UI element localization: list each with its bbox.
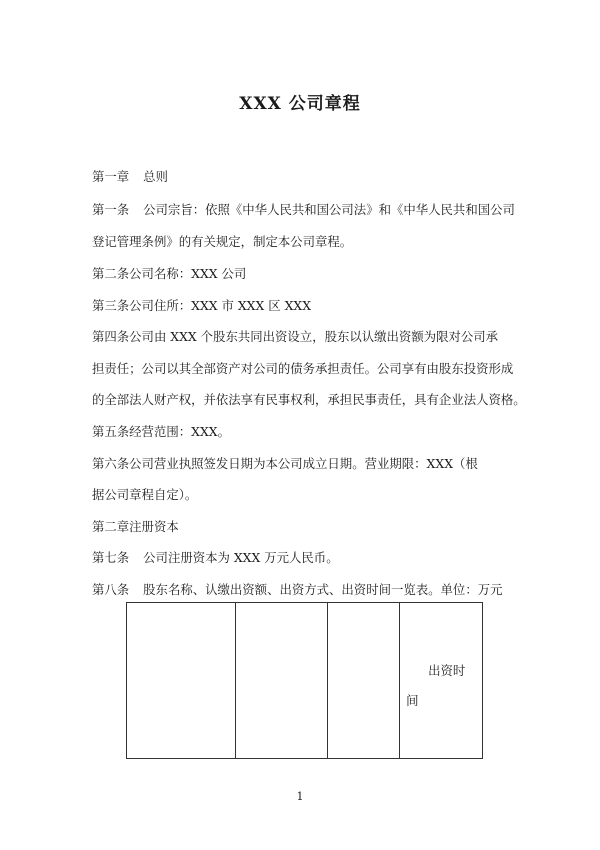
document-title: XXX 公司章程 [239, 94, 361, 114]
article-4-line-1: 第四条公司由 XXX 个股东共同出资设立，股东以认缴出资额为限对公司承 [92, 329, 499, 344]
chapter-1-heading [92, 170, 168, 184]
article-1-line-1 [92, 203, 515, 217]
table-cell-time-text-2: 间 [406, 693, 419, 708]
article-1-label: 第一条 [92, 202, 130, 217]
article-7 [92, 551, 339, 565]
article-3: 第三条公司住所：XXX 市 XXX 区 XXX [92, 298, 312, 313]
article-6-line-1: 第六条公司营业执照签发日期为本公司成立日期。营业期限：XXX（根 [92, 456, 478, 471]
article-6-line-2: 据公司章程自定）。 [92, 487, 198, 502]
chapter-1-name: 总则 [143, 169, 168, 184]
article-7-label: 第七条 [92, 550, 130, 565]
chapter-1-number: 第一章 [92, 169, 130, 184]
article-5: 第五条经营范围：XXX。 [92, 424, 230, 439]
table-cell-amount [236, 603, 328, 759]
table-cell-method [328, 603, 400, 759]
article-7-text: 公司注册资本为 XXX 万元人民币。 [143, 550, 339, 565]
table-cell-shareholder [127, 603, 236, 759]
page-number: 1 [296, 790, 304, 803]
table-cell-time [400, 603, 483, 759]
chapter-2-heading: 第二章注册资本 [92, 519, 179, 534]
article-4-line-2: 担责任；公司以其全部资产对公司的债务承担责任。公司享有由股东投资形成 [92, 361, 514, 376]
article-2: 第二条公司名称：XXX 公司 [92, 266, 247, 281]
table-row [127, 603, 483, 759]
article-8 [92, 583, 503, 597]
table-cell-time-text-1: 出资时 [428, 663, 466, 678]
article-1-text-1: 公司宗旨：依照《中华人民共和国公司法》和《中华人民共和国公司 [143, 202, 515, 217]
article-1-line-2: 登记管理条例》的有关规定，制定本公司章程。 [92, 234, 353, 249]
article-4-line-3: 的全部法人财产权，并依法享有民事权利，承担民事责任，具有企业法人资格。 [92, 392, 526, 407]
contribution-table [126, 602, 483, 759]
article-8-label: 第八条 [92, 582, 130, 597]
article-8-text: 股东名称、认缴出资额、出资方式、出资时间一览表。单位：万元 [143, 582, 503, 597]
